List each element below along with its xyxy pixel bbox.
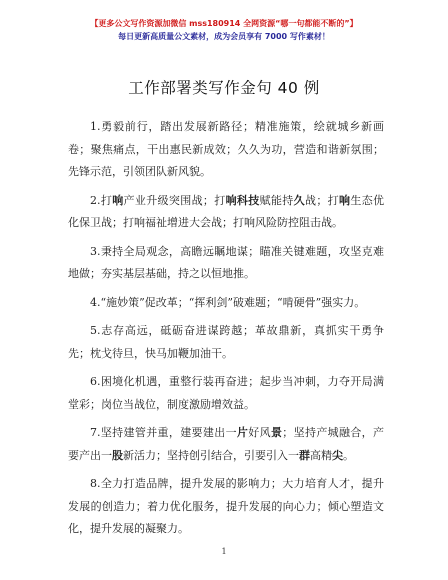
banner-line-1: 【更多公文写作资源加微信 mss180914 全网资源“哪一句都能不断的”】 [90, 19, 358, 28]
paragraph-text: 8.全力打造品牌，提升发展的影响力；大力培育人才，提升发展的创造力；着力优化服务，提升发展的向心力；倾心塑造文化，提升发展的凝聚力。 [68, 477, 384, 535]
paragraph-text: 久 [293, 193, 305, 207]
paragraph-text: 响 [112, 193, 124, 207]
paragraph-text: 1.勇毅前行，踏出发展新路径；精准施策，绘就城乡新画卷；聚焦痛点，干出惠民新成效；久久为功，营造和谐新氛围；先锋示范，引领团队新风貌。 [68, 120, 384, 178]
paragraph-text: 。 [343, 448, 354, 462]
document-body [68, 116, 384, 547]
paragraph-2 [68, 190, 384, 235]
paragraph-text: 产业升级突围战；打 [123, 193, 226, 207]
paragraph-text: 群 [299, 448, 310, 462]
paragraph-text: 景 [270, 426, 283, 439]
paragraph-text: 4.“施妙策”促改革；“挥利剑”破难题；“啃硬骨”强实力。 [90, 295, 366, 309]
paragraph-text: 战；打 [305, 193, 340, 207]
paragraph-text: 7.坚持建管并重，建要建出一 [90, 426, 237, 439]
paragraph-8 [68, 473, 384, 541]
paragraph-3 [68, 241, 384, 286]
paragraph-text: 股 [112, 448, 123, 462]
paragraph-text: 好风 [248, 426, 271, 439]
paragraph-text: 尖 [332, 448, 343, 462]
paragraph-text: 响科技 [225, 193, 260, 207]
paragraph-text: 赋能持 [259, 193, 294, 207]
header-banner [0, 18, 448, 42]
paragraph-text: 2.打 [90, 193, 113, 207]
page-number: 1 [221, 547, 227, 556]
paragraph-text: ；坚持产城融合，产要产出一 [68, 426, 385, 462]
paragraph-text: 响 [339, 193, 351, 207]
paragraph-text: 3.秉持全局观念，高瞻远瞩地谋；瞄准关键难题，攻坚克难地做；夯实基层基础，持之以恒地推。 [68, 244, 384, 280]
paragraph-7 [68, 422, 384, 467]
paragraph-text: 片 [236, 426, 249, 439]
paragraph-text: 6.困境化机遇，重整行装再奋进；起步当冲刺，力夺开局满堂彩；岗位当战位，制度激励增效益。 [68, 375, 384, 411]
paragraph-text: 5.志存高远，砥砺奋进谋跨越；革故鼎新，真抓实干勇争先；枕戈待旦，快马加鞭加油干。 [68, 324, 384, 360]
paragraph-text: 新活力；坚持创引结合，引要引入一 [123, 448, 299, 462]
paragraph-4 [68, 292, 384, 315]
banner-line-2: 每日更新高质量公文素材，成为会员享有 7000 写作素材！ [118, 32, 330, 41]
paragraph-text: 生态优化保卫战；打响福祉增进大会战；打响风险防控阻击战。 [68, 193, 385, 229]
paragraph-1 [68, 116, 384, 184]
paragraph-text: 高精 [310, 448, 332, 462]
paragraph-5 [68, 320, 384, 365]
paragraph-6 [68, 371, 384, 416]
document-title: 工作部署类写作金句 40 例 [128, 79, 320, 97]
